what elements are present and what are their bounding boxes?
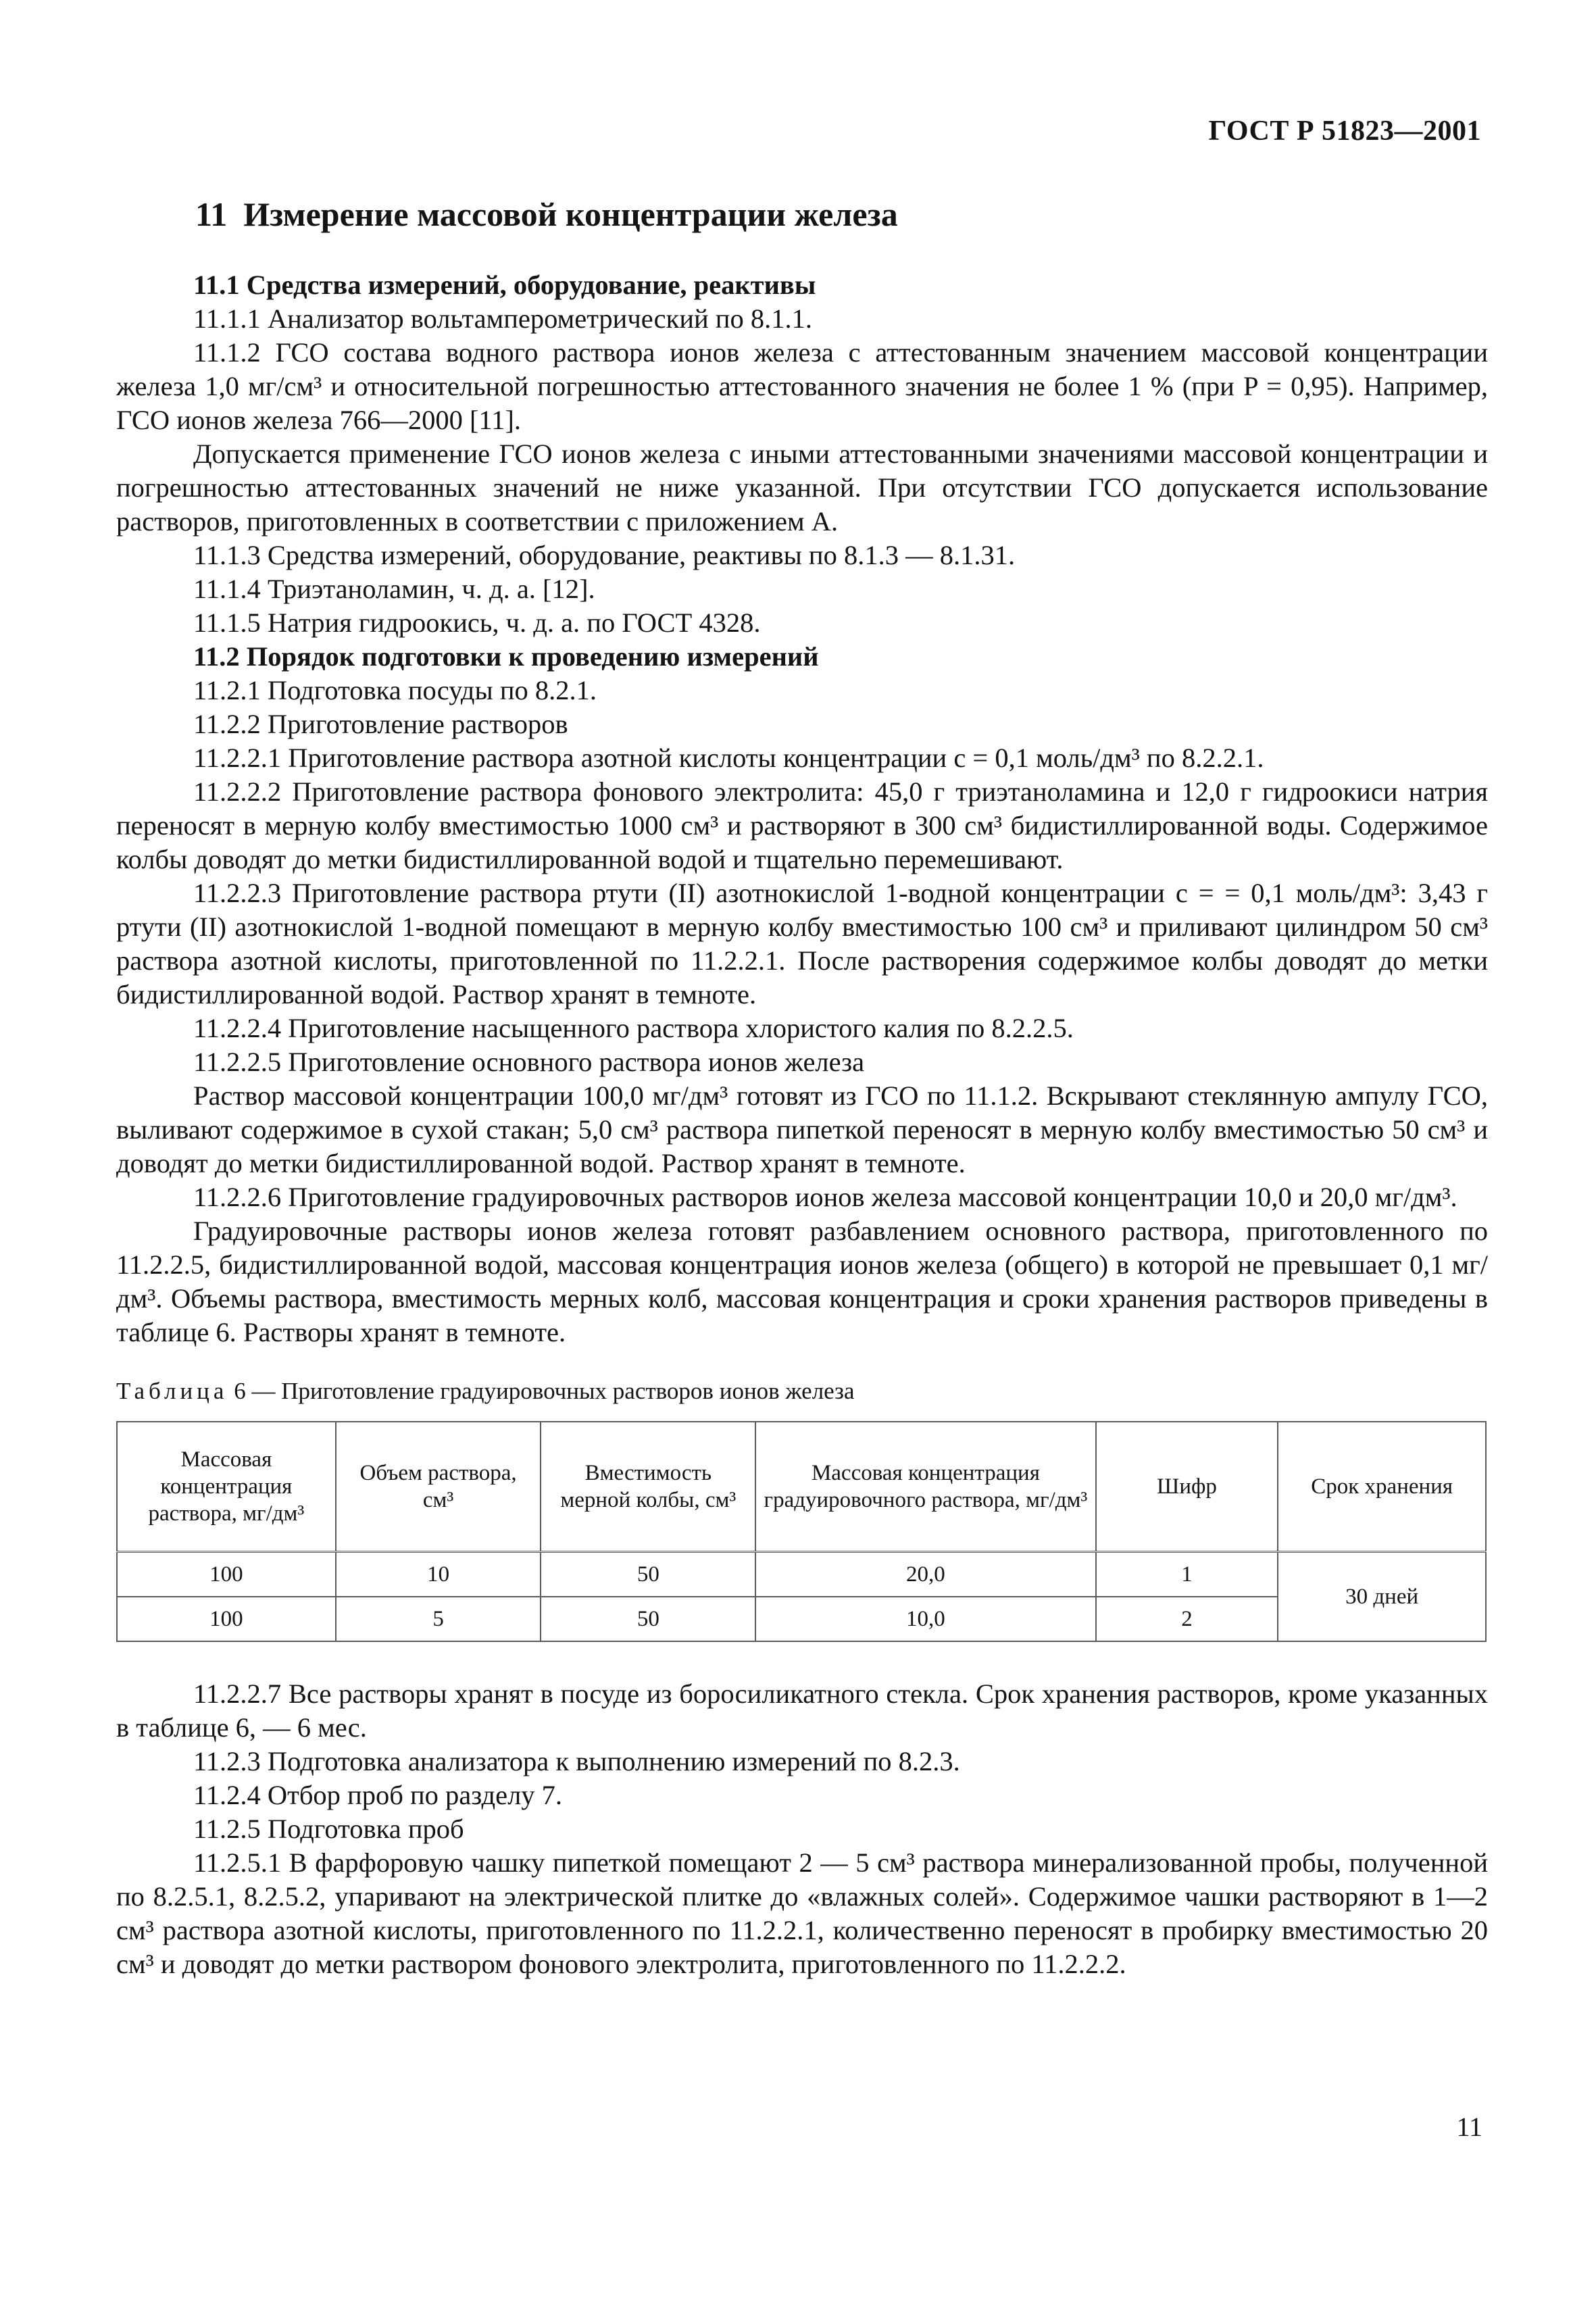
table-row bbox=[117, 1552, 1486, 1597]
page-number: 11 bbox=[1456, 2112, 1482, 2142]
paragraph: 11.2.5.1 В фарфоровую чашку пипеткой помещают 2 — 5 см³ раствора минерализованной пробы, полученной по 8.2.5.1, 8.2.5.2, упаривают на электрической плитке до «влажных солей». Содержимое чашки растворяют в 1—2 см³ раствора азотной кислоты, приготовленного по 11.2.2.1, количественно переносят в пробирку вместимостью 20 см³ и доводят до метки раствором фонового электролита, приготовленного по 11.2.2.2. bbox=[116, 1847, 1488, 1979]
paragraph: 11.1.3 Средства измерений, оборудование, реактивы по 8.1.3 — 8.1.31. bbox=[193, 540, 1016, 570]
table-cell: 10 bbox=[336, 1552, 541, 1597]
table-cell: 100 bbox=[117, 1597, 336, 1641]
section-title-text: Измерение массовой концентрации железа bbox=[243, 195, 898, 233]
table-header-row bbox=[117, 1422, 1486, 1552]
paragraph: 11.2.4 Отбор проб по разделу 7. bbox=[193, 1780, 563, 1810]
table-header-cell: Вместимость мерной колбы, см³ bbox=[541, 1422, 755, 1552]
section-number: 11 bbox=[195, 195, 228, 233]
paragraph: 11.2.2.6 Приготовление градуировочных растворов ионов железа массовой концентрации 10,0 и 20,0 мг/дм³. bbox=[193, 1182, 1457, 1212]
table-cell: 2 bbox=[1096, 1597, 1278, 1641]
document-code: ГОСТ Р 51823—2001 bbox=[1208, 116, 1481, 147]
paragraph: 11.2.2.5 Приготовление основного раствора ионов железа bbox=[193, 1047, 865, 1077]
paragraphs-after-table bbox=[116, 1677, 1488, 1981]
paragraph: 11.2.2.4 Приготовление насыщенного раствора хлористого калия по 8.2.2.5. bbox=[193, 1013, 1074, 1043]
paragraph: 11.2.2.3 Приготовление раствора ртути (II) азотнокислой 1-водной концентрации c = = 0,1 моль/дм³: 3,43 г ртути (II) азотнокислой 1-водной помещают в мерную колбу вместимостью 100 см³ и приливают цилиндром 50 см³ раствора азотной кислоты, приготовленной по 11.2.2.1. После растворения содержимое колбы доводят до метки бидистиллированной водой. Раствор хранят в темноте. bbox=[116, 878, 1488, 1010]
table-cell: 50 bbox=[541, 1552, 755, 1597]
table-caption-word: Таблица bbox=[116, 1378, 228, 1404]
paragraph: 11.1.4 Триэтаноламин, ч. д. а. [12]. bbox=[193, 574, 595, 604]
table-header-cell: Срок хранения bbox=[1278, 1422, 1486, 1552]
paragraph: Градуировочные растворы ионов железа готовят разбавлением основного раствора, приготовленного по 11.2.2.5, бидистиллированной водой, массовая концентрация ионов железа (общего) в которой не превышает 0,1 мг/дм³. Объемы раствора, вместимость мерных колб, массовая концентрация и сроки хранения растворов приведены в таблице 6. Растворы хранят в темноте. bbox=[116, 1216, 1488, 1347]
paragraph: 11.1.2 ГСО состава водного раствора ионов железа с аттестованным значением массовой концентрации железа 1,0 мг/см³ и относительной погрешностью аттестованного значения не более 1 % (при P = 0,95). Например, ГСО ионов железа 766—2000 [11]. bbox=[116, 337, 1488, 435]
page-content bbox=[116, 193, 1488, 1981]
section-title bbox=[195, 193, 1488, 236]
table-header-cell: Массовая концентрация градуировочного раствора, мг/дм³ bbox=[755, 1422, 1095, 1552]
subsection-heading: 11.2 Порядок подготовки к проведению измерений bbox=[193, 641, 819, 672]
paragraph: 11.1.1 Анализатор вольтамперометрический по 8.1.1. bbox=[193, 303, 812, 334]
paragraph: 11.2.2 Приготовление растворов bbox=[193, 709, 568, 739]
paragraph: 11.2.1 Подготовка посуды по 8.2.1. bbox=[193, 675, 597, 705]
paragraph: 11.2.3 Подготовка анализатора к выполнению измерений по 8.2.3. bbox=[193, 1746, 960, 1776]
table-cell: 10,0 bbox=[755, 1597, 1095, 1641]
table-cell: 50 bbox=[541, 1597, 755, 1641]
table-cell-storage: 30 дней bbox=[1278, 1552, 1486, 1642]
table-cell: 5 bbox=[336, 1597, 541, 1641]
table-cell: 100 bbox=[117, 1552, 336, 1597]
table-header-cell: Массовая концентрация раствора, мг/дм³ bbox=[117, 1422, 336, 1552]
paragraph: 11.2.2.1 Приготовление раствора азотной кислоты концентрации c = 0,1 моль/дм³ по 8.2.2.1. bbox=[193, 743, 1264, 773]
paragraph: Допускается применение ГСО ионов железа с иными аттестованными значениями массовой концентрации и погрешностью аттестованных значений не ниже указанной. При отсутствии ГСО допускается использование растворов, приготовленных в соответствии с приложением А. bbox=[116, 439, 1488, 537]
paragraph: Раствор массовой концентрации 100,0 мг/дм³ готовят из ГСО по 11.1.2. Вскрывают стеклянную ампулу ГСО, выливают содержимое в сухой стакан; 5,0 см³ раствора пипеткой переносят в мерную колбу вместимостью 50 см³ и доводят до метки бидистиллированной водой. Раствор хранят в темноте. bbox=[116, 1080, 1488, 1178]
paragraphs-before-table bbox=[116, 268, 1488, 1349]
table-caption bbox=[116, 1376, 1488, 1406]
paragraph: 11.2.5 Подготовка проб bbox=[193, 1814, 464, 1844]
subsection-heading: 11.1 Средства измерений, оборудование, реактивы bbox=[193, 270, 816, 300]
paragraph: 11.1.5 Натрия гидроокись, ч. д. а. по ГОСТ 4328. bbox=[193, 607, 761, 638]
table-caption-text: 6 — Приготовление градуировочных растворов ионов железа bbox=[234, 1378, 855, 1404]
table-header-cell: Объем раствора, см³ bbox=[336, 1422, 541, 1552]
table-cell: 1 bbox=[1096, 1552, 1278, 1597]
table-cell: 20,0 bbox=[755, 1552, 1095, 1597]
table-header-cell: Шифр bbox=[1096, 1422, 1278, 1552]
calibration-table bbox=[116, 1421, 1487, 1642]
paragraph: 11.2.2.2 Приготовление раствора фонового электролита: 45,0 г триэтаноламина и 12,0 г гидроокиси натрия переносят в мерную колбу вместимостью 1000 см³ и растворяют в 300 см³ бидистиллированной воды. Содержимое колбы доводят до метки бидистиллированной водой и тщательно перемешивают. bbox=[116, 776, 1488, 874]
paragraph: 11.2.2.7 Все растворы хранят в посуде из боросиликатного стекла. Срок хранения растворов, кроме указанных в таблице 6, — 6 мес. bbox=[116, 1678, 1488, 1743]
